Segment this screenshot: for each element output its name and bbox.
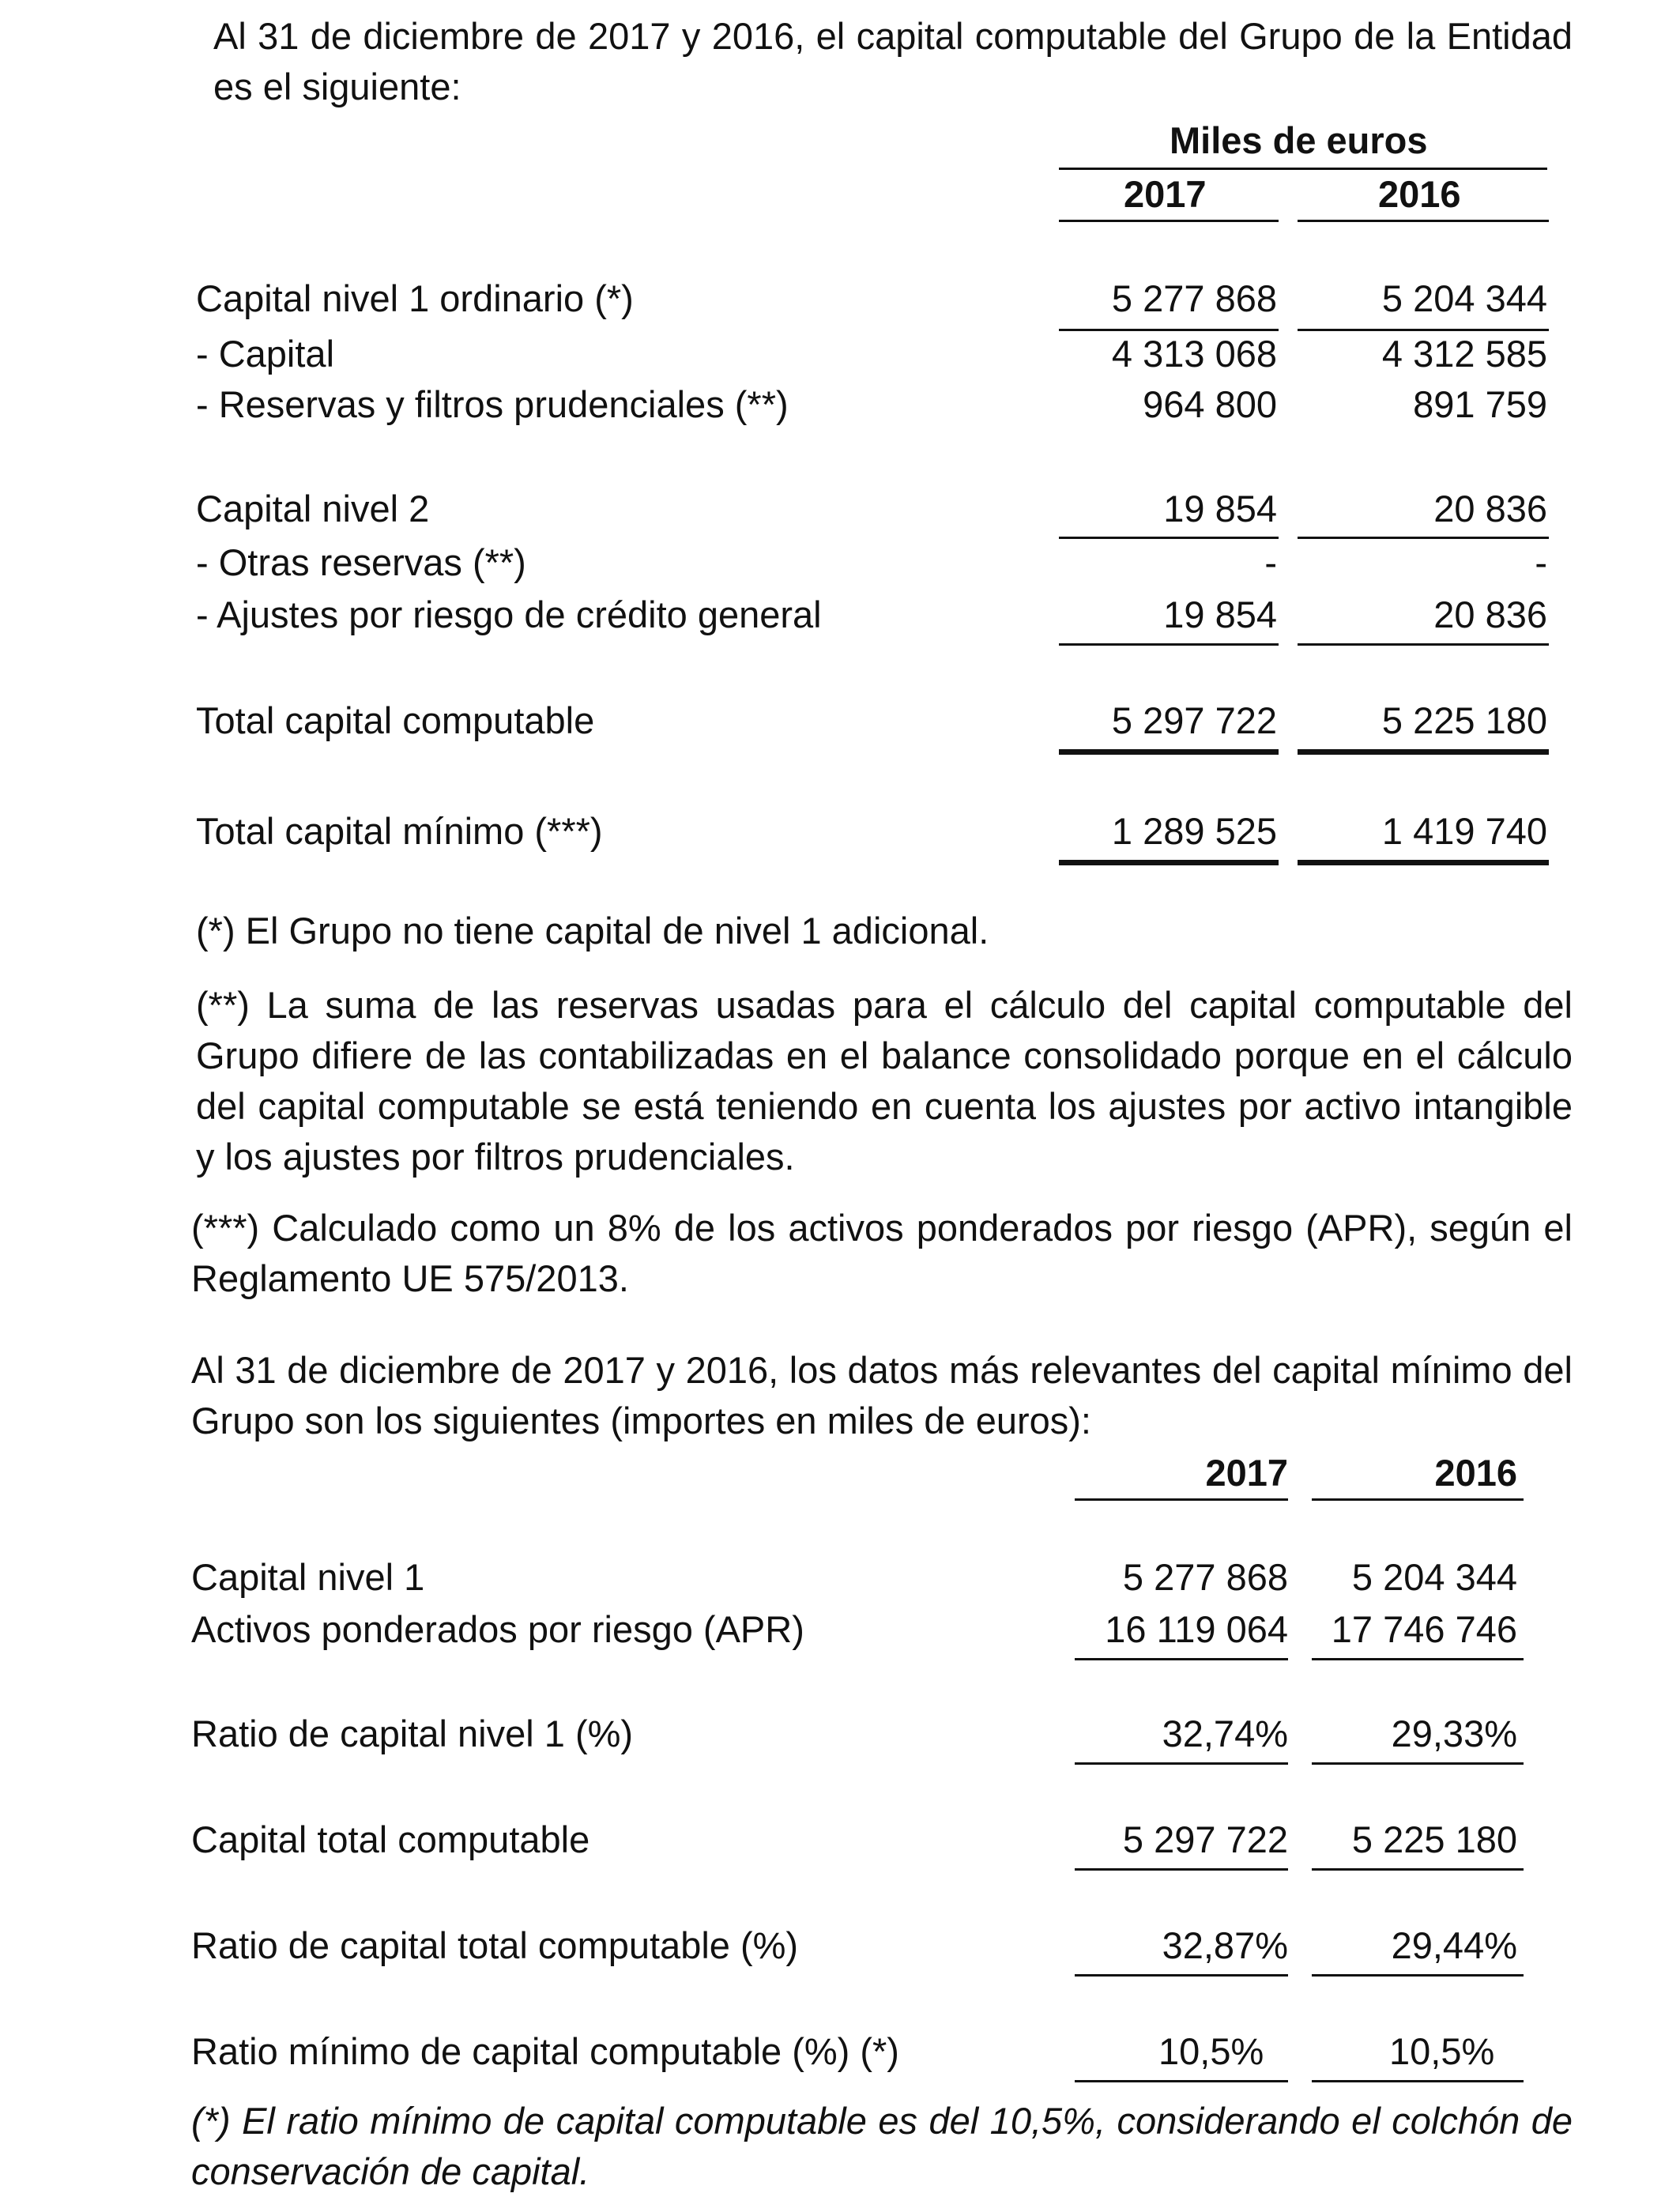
table1-value-2017: 4 313 068 [1111, 333, 1277, 375]
table1-value-2016: 20 836 [1433, 594, 1547, 635]
table1-row-label: Capital nivel 1 ordinario (*) [196, 277, 634, 319]
table2-row-rule [1312, 1762, 1524, 1765]
table2-value-2016: 5 204 344 [1351, 1556, 1517, 1598]
table1-col-2016: 2016 [1378, 173, 1461, 215]
note-2: (**) La suma de las reservas usadas para el cálculo del capital computable del Grupo difiere de las contabilizadas en el balance consolidado porque en el cálculo del capital computable se está teniendo en cuenta los ajustes por activo intangible y los ajustes por filtros prudenciales. [196, 984, 1573, 1178]
table1-value-2017: 19 854 [1163, 488, 1277, 529]
table2-row-label: Capital total computable [191, 1818, 590, 1860]
intro-paragraph-1: Al 31 de diciembre de 2017 y 2016, el capital computable del Grupo de la Entidad es el siguiente: [213, 15, 1573, 107]
table2-value-2016: 29,44% [1391, 1924, 1517, 1966]
table2-col-2017: 2017 [1205, 1452, 1288, 1494]
table1-row-label: Total capital computable [196, 699, 595, 741]
table2-row-rule [1075, 2080, 1288, 2082]
table1-total-rule [1298, 860, 1549, 865]
table2-row-rule [1312, 2080, 1524, 2082]
table2-row-rule [1075, 1868, 1288, 1871]
table2-value-2016: 29,33% [1391, 1713, 1517, 1754]
table1-value-2017: 5 277 868 [1111, 277, 1277, 319]
table2-row-label: Ratio mínimo de capital computable (%) (*) [191, 2030, 899, 2072]
table1-subtotal-rule [1059, 537, 1279, 539]
table2-header-rule [1312, 1498, 1524, 1501]
table1-value-2016: - [1535, 541, 1547, 583]
table2-value-2016: 5 225 180 [1351, 1818, 1517, 1860]
table1-row-label: - Reservas y filtros prudenciales (**) [196, 383, 789, 425]
table1-value-2016: 5 204 344 [1381, 277, 1547, 319]
note-1: (*) El Grupo no tiene capital de nivel 1 adicional. [196, 910, 989, 952]
table2-value-2017: 32,87% [1162, 1924, 1288, 1966]
table1-col-2017: 2017 [1124, 173, 1207, 215]
table2-row-rule [1312, 1868, 1524, 1871]
table1-total-rule [1059, 749, 1279, 755]
table1-subtotal-rule [1298, 643, 1549, 646]
table2-row-rule [1312, 1974, 1524, 1977]
table2-row-rule [1312, 1658, 1524, 1660]
table1-value-2016: 5 225 180 [1381, 699, 1547, 741]
table1-col-2017-rule [1059, 220, 1279, 222]
table2-row-label: Ratio de capital nivel 1 (%) [191, 1713, 634, 1754]
table1-value-2016: 4 312 585 [1381, 333, 1547, 375]
table2-value-2017: 32,74% [1162, 1713, 1288, 1754]
table2-value-2016: 17 746 746 [1331, 1608, 1517, 1650]
footnote: (*) El ratio mínimo de capital computable es del 10,5%, considerando el colchón de conservación de capital. [191, 2100, 1573, 2192]
table1-row-label: Capital nivel 2 [196, 488, 430, 529]
table2-row-label: Capital nivel 1 [191, 1556, 425, 1598]
note-3: (***) Calculado como un 8% de los activos ponderados por riesgo (APR), según el Reglamento UE 575/2013. [191, 1207, 1573, 1299]
intro-paragraph-2: Al 31 de diciembre de 2017 y 2016, los datos más relevantes del capital mínimo del Grupo son los siguientes (importes en miles de euros): [191, 1349, 1573, 1441]
table1-total-rule [1298, 749, 1549, 755]
table2-row-rule [1075, 1974, 1288, 1977]
table1-row-label: - Ajustes por riesgo de crédito general [196, 594, 822, 635]
table1-value-2016: 1 419 740 [1381, 810, 1547, 852]
table1-header-rule [1059, 168, 1547, 170]
table1-row-label: Total capital mínimo (***) [196, 810, 603, 852]
table1-row-label: - Otras reservas (**) [196, 541, 526, 583]
table2-value-2017: 10,5% [1158, 2030, 1264, 2072]
table1-col-2016-rule [1298, 220, 1549, 222]
table1-value-2017: 19 854 [1163, 594, 1277, 635]
table2-header-rule [1075, 1498, 1288, 1501]
table2-col-2016: 2016 [1434, 1452, 1517, 1494]
table1-total-rule [1059, 860, 1279, 865]
table1-row-label: - Capital [196, 333, 335, 375]
table1-value-2016: 891 759 [1413, 383, 1547, 425]
table2-row-label: Activos ponderados por riesgo (APR) [191, 1608, 804, 1650]
table1-value-2017: 5 297 722 [1111, 699, 1277, 741]
table1-subtotal-rule [1298, 329, 1549, 331]
table2-value-2017: 5 297 722 [1122, 1818, 1288, 1860]
table2-row-label: Ratio de capital total computable (%) [191, 1924, 799, 1966]
table2-value-2017: 16 119 064 [1105, 1608, 1288, 1650]
table1-unit-header: Miles de euros [1170, 119, 1428, 161]
table1-value-2017: 1 289 525 [1111, 810, 1277, 852]
table1-subtotal-rule [1059, 329, 1279, 331]
table1-subtotal-rule [1059, 643, 1279, 646]
table2-row-rule [1075, 1658, 1288, 1660]
table1-subtotal-rule [1298, 537, 1549, 539]
table1-value-2016: 20 836 [1433, 488, 1547, 529]
table1-value-2017: - [1264, 541, 1277, 583]
table2-row-rule [1075, 1762, 1288, 1765]
table2-value-2016: 10,5% [1389, 2030, 1495, 2072]
table2-value-2017: 5 277 868 [1122, 1556, 1288, 1598]
table1-value-2017: 964 800 [1143, 383, 1277, 425]
